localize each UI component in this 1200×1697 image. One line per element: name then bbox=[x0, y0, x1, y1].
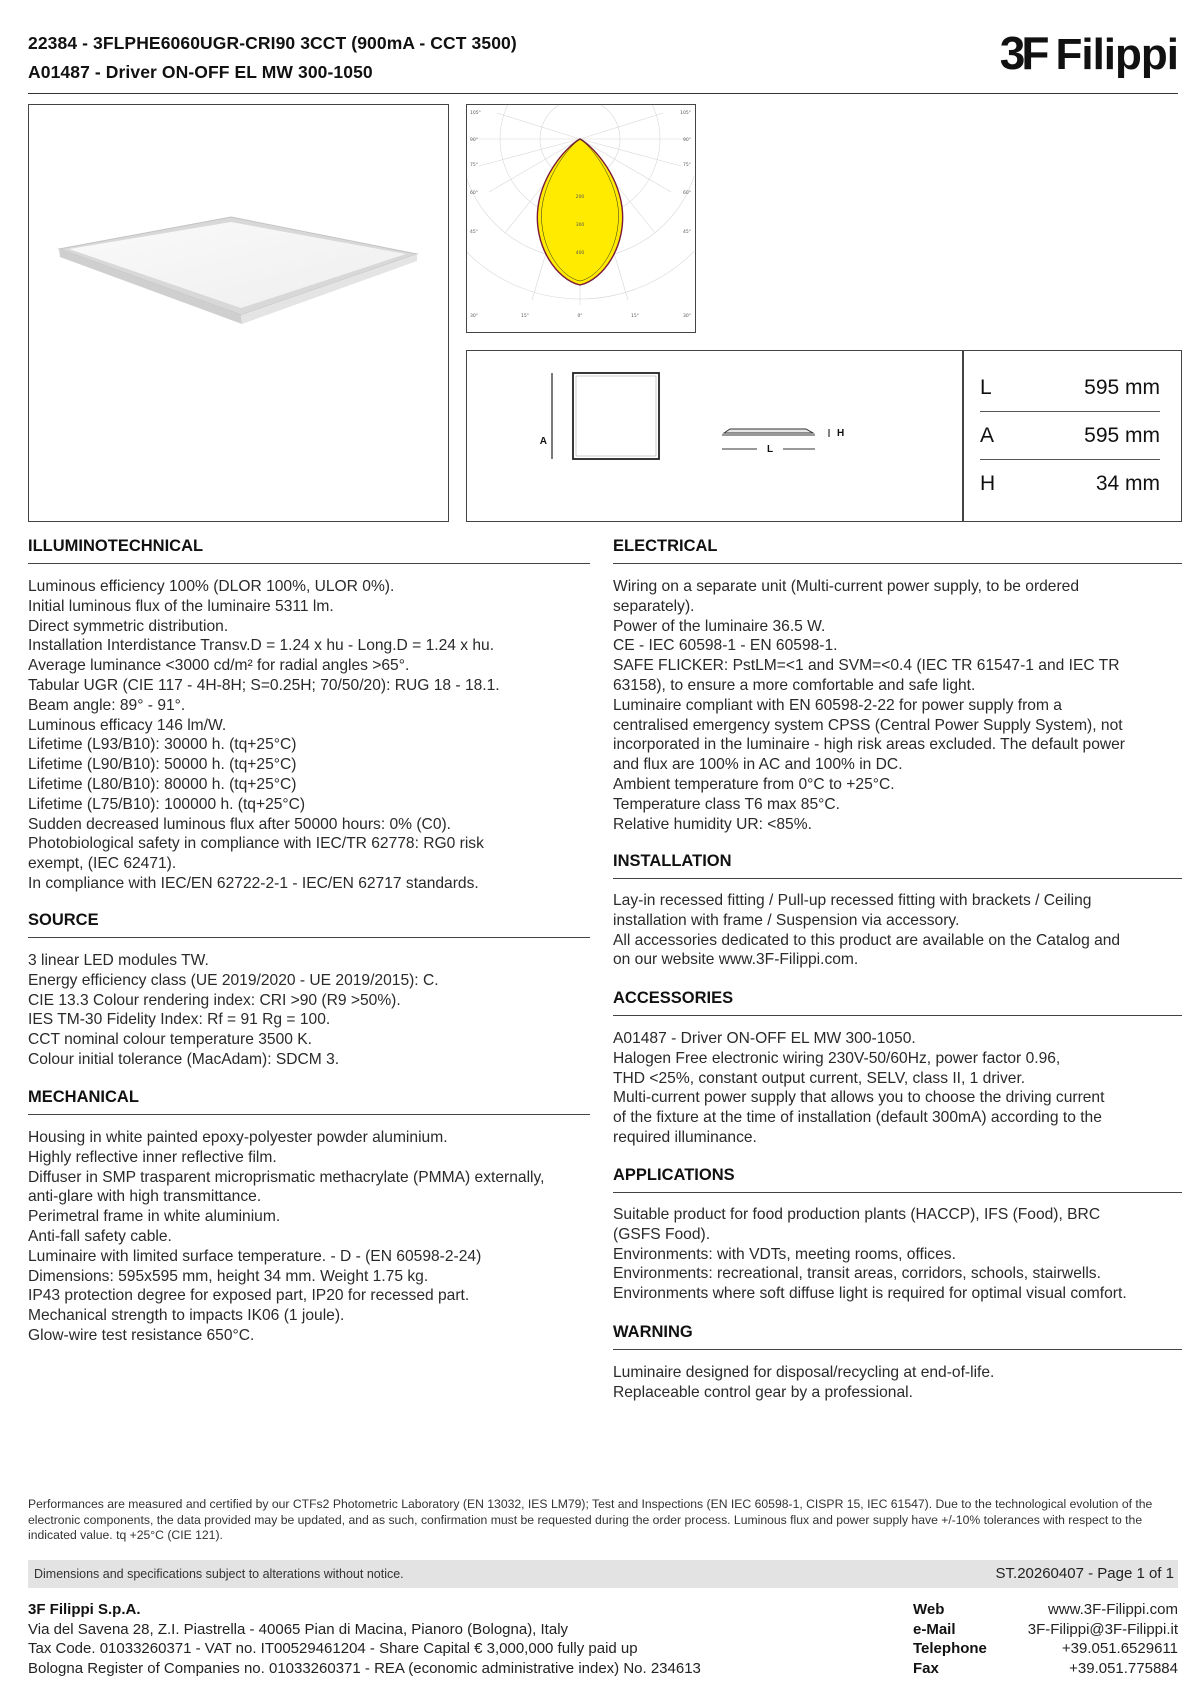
section-divider bbox=[613, 878, 1182, 879]
spec-line: Lay-in recessed fitting / Pull-up recessed fitting with brackets / Ceiling installation with frame / Suspension via accessory. bbox=[613, 892, 1092, 929]
spec-line: Luminaire designed for disposal/recycling at end-of-life. bbox=[613, 1364, 995, 1381]
spec-line: Ambient temperature from 0°C to +25°C. bbox=[613, 775, 895, 793]
spec-line: Luminaire with limited surface temperature. - D - (EN 60598-2-24) bbox=[28, 1247, 482, 1265]
spec-line: Highly reflective inner reflective film. bbox=[28, 1148, 277, 1166]
installation-body bbox=[613, 891, 1188, 970]
illuminotechnical-body bbox=[28, 577, 598, 894]
technical-drawing bbox=[467, 351, 963, 520]
spec-line: Lifetime (L75/B10): 100000 h. (tq+25°C) bbox=[28, 795, 306, 813]
dimension-value: 595 mm bbox=[1084, 424, 1160, 447]
polar-label-top-right: 105° bbox=[680, 111, 691, 116]
applications-body bbox=[613, 1205, 1193, 1304]
company-logo bbox=[1000, 26, 1178, 80]
applications-heading: APPLICATIONS bbox=[613, 1166, 735, 1184]
spec-line: Luminous efficacy 146 lm/W. bbox=[28, 716, 227, 734]
spec-line: Relative humidity UR: <85%. bbox=[613, 815, 812, 833]
dimension-key: A bbox=[980, 424, 995, 447]
polar-bottom-15-left: 15° bbox=[521, 314, 529, 319]
spec-line: Housing in white painted epoxy-polyester powder aluminium. bbox=[28, 1129, 448, 1146]
polar-bottom-15-right: 15° bbox=[631, 314, 639, 319]
dimension-key: H bbox=[980, 472, 996, 495]
source-body bbox=[28, 951, 598, 1070]
alteration-notice: Dimensions and specifications subject to alterations without notice. bbox=[34, 1567, 404, 1581]
dimension-value: 595 mm bbox=[1084, 376, 1160, 399]
spec-line: Environments: recreational, transit areas, corridors, schools, stairwells. bbox=[613, 1265, 1101, 1283]
spec-line: A01487 - Driver ON-OFF EL MW 300-1050. bbox=[613, 1030, 916, 1047]
spec-line: Glow-wire test resistance 650°C. bbox=[28, 1326, 255, 1344]
spec-line: Lifetime (L80/B10): 80000 h. (tq+25°C) bbox=[28, 775, 297, 793]
electrical-body bbox=[613, 577, 1188, 834]
spec-line: Halogen Free electronic wiring 230V-50/60Hz, power factor 0.96, THD <25%, constant output current, SELV, class II, 1 driver. bbox=[613, 1049, 1061, 1087]
polar-label-top-left: 105° bbox=[470, 111, 481, 116]
spec-line: Power of the luminaire 36.5 W. bbox=[613, 617, 826, 635]
dimension-key: L bbox=[980, 376, 992, 399]
fax-value: +39.051.775884 bbox=[1069, 1659, 1178, 1677]
spec-line: Multi-current power supply that allows you to choose the driving current of the fixture at the time of installation (default 300mA) according to the required illuminance. bbox=[613, 1089, 1105, 1146]
polar-bottom-30-left: 30° bbox=[470, 314, 478, 319]
spec-line: Temperature class T6 max 85°C. bbox=[613, 795, 840, 813]
contact-key: Web bbox=[913, 1601, 945, 1618]
spec-line: Energy efficiency class (UE 2019/2020 - UE 2019/2015): C. bbox=[28, 971, 439, 989]
contact-fax bbox=[913, 1659, 1178, 1679]
polar-label-right-60: 60° bbox=[683, 191, 691, 196]
telephone-value: +39.051.6529611 bbox=[1061, 1640, 1178, 1657]
spec-line: Environments where soft diffuse light is required for optimal visual comfort. bbox=[613, 1285, 1127, 1303]
spec-line: CE - IEC 60598-1 - EN 60598-1. bbox=[613, 637, 838, 655]
spec-line: Mechanical strength to impacts IK06 (1 joule). bbox=[28, 1307, 345, 1325]
product-code-title: 22384 - 3FLPHE6060UGR-CRI90 3CCT (900mA - CCT 3500) bbox=[28, 33, 517, 53]
spec-line: Tabular UGR (CIE 117 - 4H-8H; S=0.25H; 70/50/20): RUG 18 - 18.1. bbox=[28, 676, 500, 694]
spec-line: Colour initial tolerance (MacAdam): SDCM 3. bbox=[28, 1050, 340, 1068]
dimension-value: 34 mm bbox=[1095, 472, 1160, 495]
page-number: ST.20260407 - Page 1 of 1 bbox=[995, 1565, 1174, 1582]
polar-label-left-60: 60° bbox=[470, 191, 478, 196]
polar-label-right-90: 90° bbox=[683, 138, 691, 143]
spec-line: Anti-fall safety cable. bbox=[28, 1227, 172, 1245]
mechanical-heading: MECHANICAL bbox=[28, 1088, 139, 1106]
company-address: Via del Savena 28, Z.I. Piastrella - 40065 Pian di Macina, Pianoro (Bologna), Italy bbox=[28, 1620, 569, 1638]
spec-line: Direct symmetric distribution. bbox=[28, 617, 229, 635]
spec-line: Environments: with VDTs, meeting rooms, offices. bbox=[613, 1245, 956, 1263]
polar-diagram-frame bbox=[466, 104, 696, 333]
logo-mark: 3F bbox=[999, 27, 1046, 79]
company-contacts bbox=[913, 1600, 1178, 1678]
contact-key: Telephone bbox=[913, 1640, 987, 1657]
polar-label-right-75: 75° bbox=[683, 163, 691, 168]
spec-line: Luminaire compliant with EN 60598-2-22 for power supply from a centralised emergency system CPSS (Central Power Supply System), not incorporated in the luminaire - high risk areas excluded. The default power and flux are 100% in AC and 100% in DC. bbox=[613, 696, 1125, 774]
dimension-row-a bbox=[980, 412, 1160, 460]
section-divider bbox=[613, 1192, 1182, 1193]
spec-line: Perimetral frame in white aluminium. bbox=[28, 1208, 281, 1226]
spec-line: 3 linear LED modules TW. bbox=[28, 952, 209, 969]
spec-line: Sudden decreased luminous flux after 50000 hours: 0% (C0). bbox=[28, 815, 452, 833]
web-link[interactable]: www.3F-Filippi.com bbox=[1047, 1601, 1178, 1618]
section-divider bbox=[28, 563, 590, 564]
header-divider bbox=[28, 93, 1178, 94]
spec-line: Photobiological safety in compliance with IEC/TR 62778: RG0 risk exempt, (IEC 62471). bbox=[28, 835, 484, 873]
company-info bbox=[28, 1600, 701, 1678]
dimension-row-l bbox=[980, 364, 1160, 412]
drawing-label-h: H bbox=[837, 428, 845, 439]
spec-line: Replaceable control gear by a professional. bbox=[613, 1383, 913, 1401]
spec-line: Diffuser in SMP trasparent microprismatic methacrylate (PMMA) externally, anti-glare with high transmittance. bbox=[28, 1168, 545, 1206]
section-divider bbox=[613, 1349, 1182, 1350]
company-register: Bologna Register of Companies no. 01033260371 - REA (economic administrative index) No. 234613 bbox=[28, 1659, 701, 1677]
spec-line: Average luminance <3000 cd/m² for radial angles >65°. bbox=[28, 657, 410, 675]
mechanical-body bbox=[28, 1128, 618, 1346]
polar-label-left-90: 90° bbox=[470, 138, 478, 143]
electrical-heading: ELECTRICAL bbox=[613, 537, 718, 555]
spec-line: Initial luminous flux of the luminaire 5311 lm. bbox=[28, 597, 334, 615]
polar-label-left-45: 45° bbox=[470, 230, 478, 235]
dimensions-separator bbox=[962, 350, 964, 522]
accessories-body bbox=[613, 1029, 1188, 1148]
spec-line: Suitable product for food production plants (HACCP), IFS (Food), BRC (GSFS Food). bbox=[613, 1206, 1101, 1243]
spec-line: Dimensions: 595x595 mm, height 34 mm. Weight 1.75 kg. bbox=[28, 1267, 429, 1285]
spec-line: All accessories dedicated to this product are available on the Catalog and on our website www.3F-Filippi.com. bbox=[613, 931, 1121, 969]
spec-line: IP43 protection degree for exposed part, IP20 for recessed part. bbox=[28, 1287, 470, 1305]
section-divider bbox=[613, 1015, 1182, 1016]
dimension-row-h bbox=[980, 460, 1160, 508]
email-link[interactable]: 3F-Filippi@3F-Filippi.it bbox=[1027, 1620, 1178, 1638]
spec-line: CCT nominal colour temperature 3500 K. bbox=[28, 1031, 313, 1049]
product-photo bbox=[29, 105, 447, 520]
spec-line: IES TM-30 Fidelity Index: Rf = 91 Rg = 100. bbox=[28, 1011, 331, 1029]
contact-telephone bbox=[913, 1639, 1178, 1659]
notice-bar bbox=[28, 1560, 1178, 1588]
source-heading: SOURCE bbox=[28, 911, 99, 929]
section-divider bbox=[613, 563, 1182, 564]
spec-line: Wiring on a separate unit (Multi-current power supply, to be ordered separately). bbox=[613, 578, 1080, 615]
warning-body bbox=[613, 1363, 1188, 1403]
warning-heading: WARNING bbox=[613, 1323, 693, 1341]
spec-line: Lifetime (L93/B10): 30000 h. (tq+25°C) bbox=[28, 736, 297, 754]
section-divider bbox=[28, 1114, 590, 1115]
company-tax: Tax Code. 01033260371 - VAT no. IT00529461204 - Share Capital € 3,000,000 fully paid up bbox=[28, 1640, 638, 1657]
drawing-label-a: A bbox=[539, 436, 547, 447]
polar-bottom-30-right: 30° bbox=[683, 314, 691, 319]
contact-web bbox=[913, 1600, 1178, 1620]
certification-fine-print: Performances are measured and certified by our CTFs2 Photometric Laboratory (EN 13032, IES LM79); Test and Inspections (EN IEC 60598-1, CISPR 15, IEC 61547). Due to the technological evolution of the electronic components, the data provided may be updated, and as such, confirmation must be requested during the order process. Luminous flux and power supply have +/-10% tolerances with respect to the indicated value. tq +25°C (CIE 121). bbox=[28, 1497, 1153, 1542]
polar-label-left-75: 75° bbox=[470, 163, 478, 168]
polar-label-right-45: 45° bbox=[683, 230, 691, 235]
logo-text: Filippi bbox=[1055, 30, 1178, 79]
polar-ring-400: 400 bbox=[575, 251, 585, 256]
polar-ring-300: 300 bbox=[575, 223, 585, 228]
product-photo-frame bbox=[28, 104, 449, 522]
section-divider bbox=[28, 937, 590, 938]
drawing-label-l: L bbox=[766, 444, 774, 455]
spec-line: Lifetime (L90/B10): 50000 h. (tq+25°C) bbox=[28, 756, 297, 774]
spec-line: SAFE FLICKER: PstLM=<1 and SVM=<0.4 (IEC TR 61547-1 and IEC TR 63158), to ensure a more comfortable and safe light. bbox=[613, 657, 1120, 694]
spec-line: Luminous efficiency 100% (DLOR 100%, ULOR 0%). bbox=[28, 578, 395, 595]
spec-line: CIE 13.3 Colour rendering index: CRI >90 (R9 >50%). bbox=[28, 991, 401, 1009]
contact-key: e-Mail bbox=[913, 1620, 956, 1638]
installation-heading: INSTALLATION bbox=[613, 852, 732, 870]
spec-line: In compliance with IEC/EN 62722-2-1 - IEC/EN 62717 standards. bbox=[28, 874, 479, 892]
driver-title: A01487 - Driver ON-OFF EL MW 300-1050 bbox=[28, 62, 373, 82]
illuminotechnical-heading: ILLUMINOTECHNICAL bbox=[28, 537, 204, 555]
company-name: 3F Filippi S.p.A. bbox=[28, 1601, 141, 1618]
accessories-heading: ACCESSORIES bbox=[613, 989, 734, 1007]
polar-bottom-0: 0° bbox=[577, 314, 583, 319]
spec-line: Installation Interdistance Transv.D = 1.24 x hu - Long.D = 1.24 x hu. bbox=[28, 637, 495, 655]
contact-key: Fax bbox=[913, 1659, 939, 1677]
contact-email bbox=[913, 1620, 1178, 1640]
spec-line: Beam angle: 89° - 91°. bbox=[28, 696, 186, 714]
polar-diagram bbox=[467, 105, 694, 331]
polar-ring-200: 200 bbox=[575, 195, 585, 200]
